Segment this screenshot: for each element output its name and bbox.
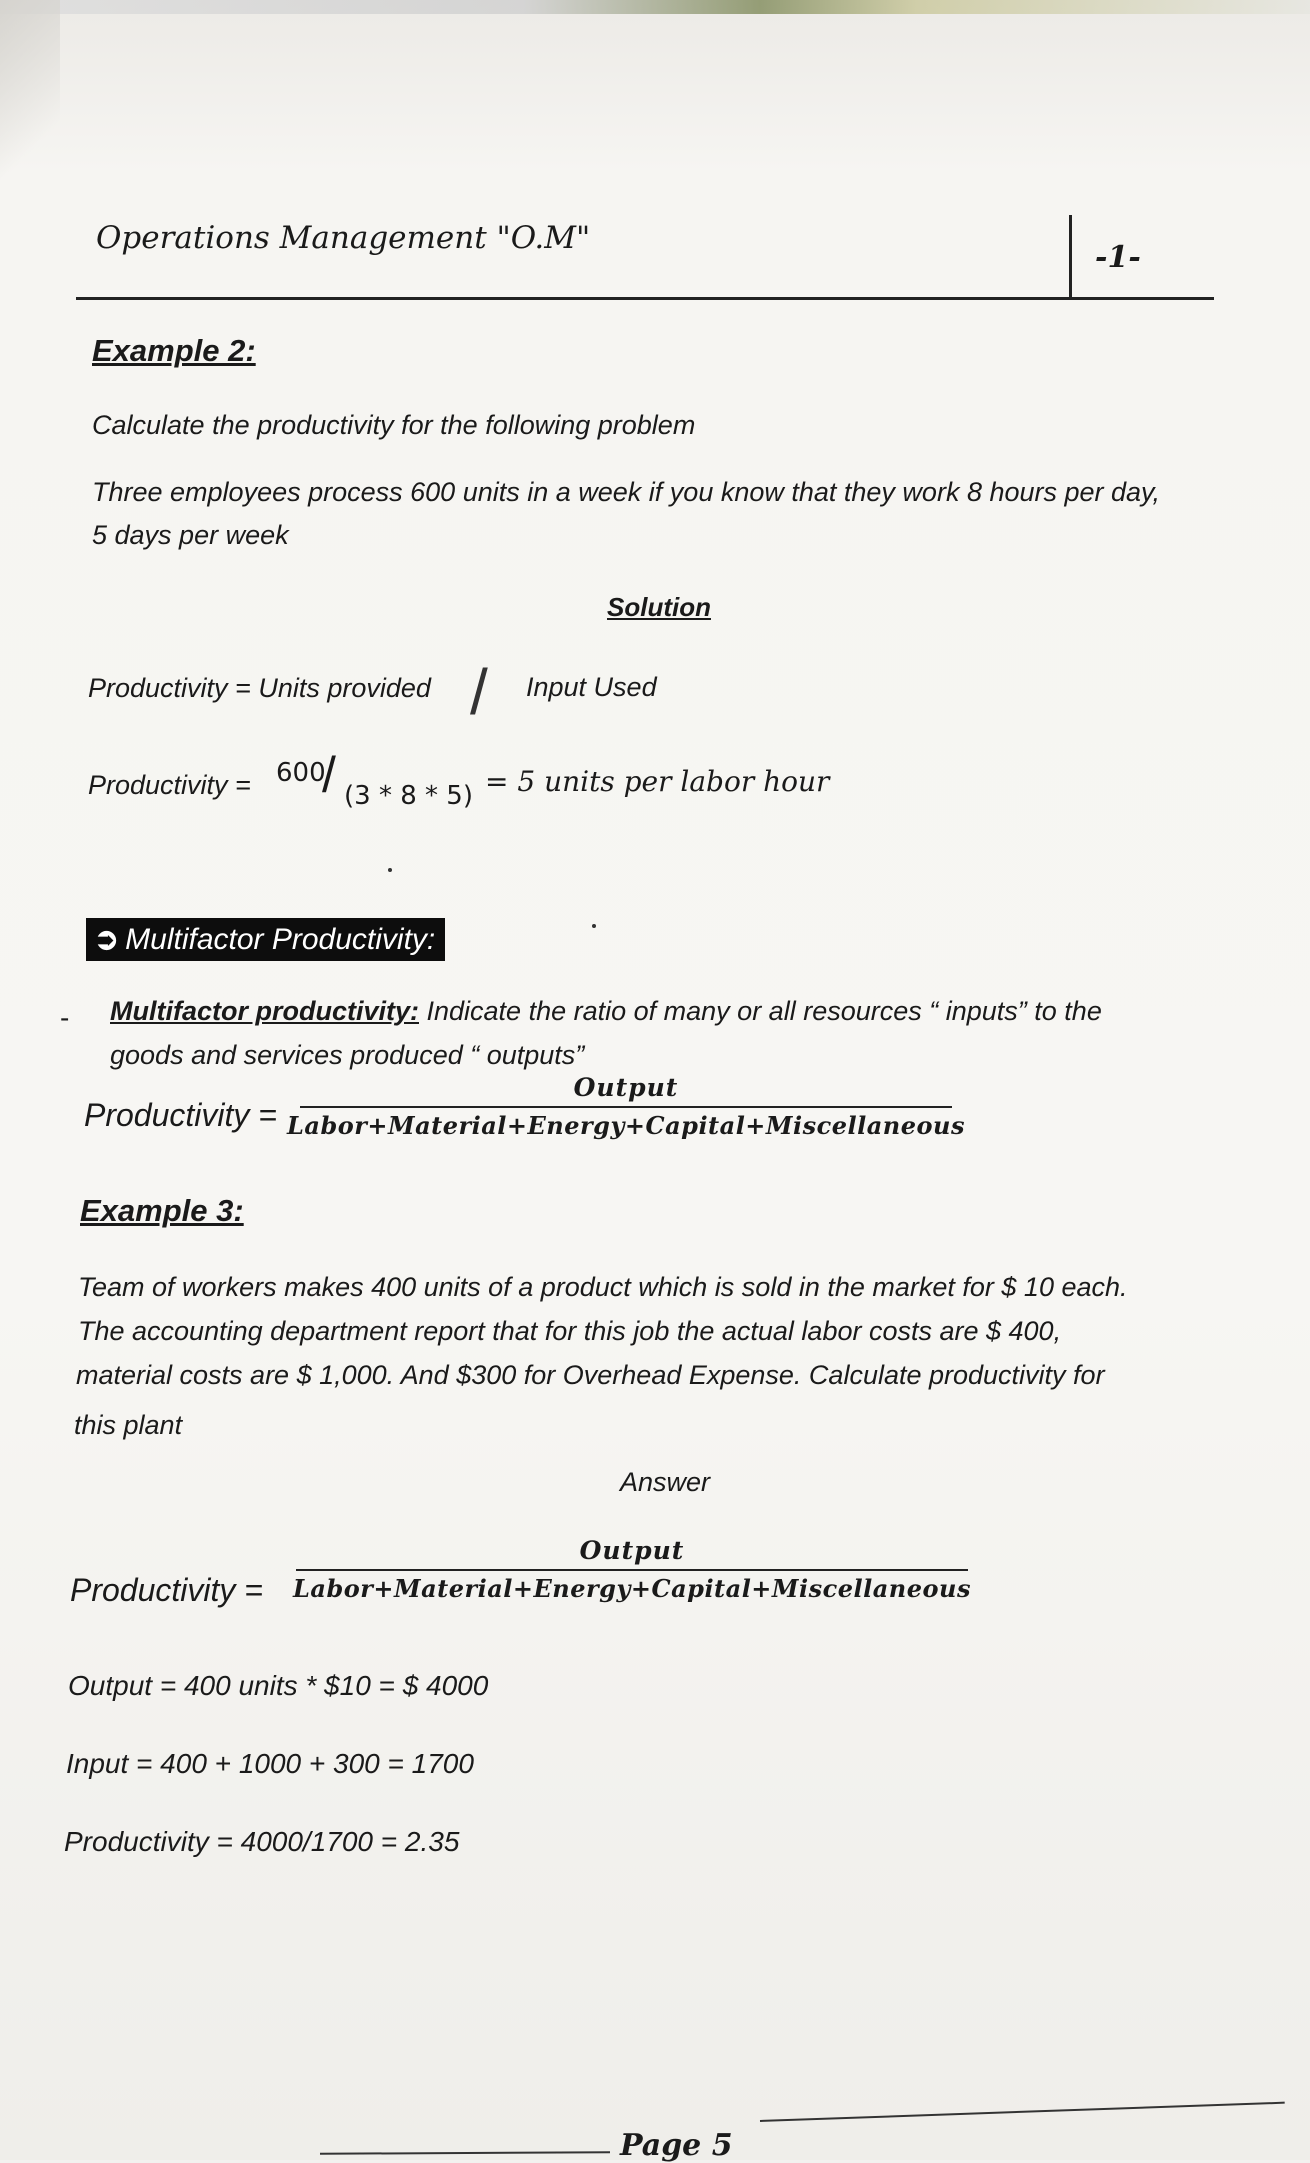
- example3-productivity-line: Productivity = 4000/1700 = 2.35: [64, 1826, 460, 1857]
- example2-calc-label: Productivity =: [88, 770, 251, 800]
- example3-line1: Team of workers makes 400 units of a product which is sold in the market for $ 10 each.: [78, 1272, 1128, 1302]
- footer-rule-left: [320, 2151, 610, 2155]
- header-divider: [1069, 215, 1072, 299]
- header-page-mark: -1-: [1095, 240, 1141, 275]
- speck: [592, 924, 596, 928]
- example2-calc-denominator: (3 * 8 * 5): [344, 781, 473, 811]
- photo-edge-shadow: [0, 0, 1310, 14]
- example2-formula-right: Input Used: [526, 672, 657, 702]
- example3-output-line: Output = 400 units * $10 = $ 4000: [68, 1670, 489, 1701]
- example2-formula-left: Productivity = Units provided: [88, 673, 431, 703]
- fraction-bar: [296, 1569, 968, 1571]
- example2-heading: Example 2:: [92, 333, 256, 368]
- arrow-icon: ➲: [94, 923, 120, 956]
- bullet-dash: -: [60, 1002, 70, 1033]
- multifactor-banner-text: Multifactor Productivity:: [125, 923, 436, 956]
- multifactor-formula-denominator: Labor+Material+Energy+Capital+Miscellaneous: [287, 1111, 965, 1140]
- example3-formula-numerator: Output: [579, 1536, 685, 1565]
- page-corner-shadow: [0, 0, 60, 200]
- multifactor-definition-line2: goods and services produced “ outputs”: [110, 1040, 585, 1070]
- example3-formula-label: Productivity =: [70, 1572, 263, 1608]
- speck: [388, 868, 392, 872]
- footer-rule-right: [760, 2102, 1285, 2122]
- header-title: Operations Management "O.M": [96, 220, 591, 256]
- example3-formula-fraction: [293, 1536, 971, 1603]
- multifactor-definition-text: Indicate the ratio of many or all resources “ inputs” to the: [419, 996, 1102, 1026]
- multifactor-term: Multifactor productivity:: [110, 996, 419, 1026]
- multifactor-formula-fraction: [287, 1073, 965, 1140]
- example3-line2: The accounting department report that for this job the actual labor costs are $ 400,: [78, 1316, 1062, 1346]
- multifactor-banner: [86, 918, 445, 961]
- multifactor-formula-label: Productivity =: [84, 1097, 277, 1133]
- example3-heading: Example 3:: [80, 1193, 244, 1228]
- example2-formula-slash: /: [470, 656, 488, 728]
- example2-calc-numerator: 600: [276, 758, 326, 788]
- example3-answer-label: Answer: [620, 1467, 711, 1497]
- example2-solution-label: Solution: [607, 592, 711, 622]
- fraction-bar: [300, 1106, 952, 1108]
- header-rule: [76, 297, 1214, 300]
- multifactor-definition-line1: [110, 996, 1102, 1027]
- example2-intro: Calculate the productivity for the following problem: [92, 410, 696, 440]
- example3-formula-denominator: Labor+Material+Energy+Capital+Miscellaneous: [293, 1574, 971, 1603]
- multifactor-formula-numerator: Output: [573, 1073, 679, 1102]
- example2-problem-line2: 5 days per week: [92, 520, 289, 550]
- footer-page-label: Page 5: [620, 2128, 733, 2163]
- example3-line4: this plant: [74, 1410, 183, 1440]
- example2-problem-line1: Three employees process 600 units in a week if you know that they work 8 hours per day,: [92, 477, 1161, 507]
- example2-calc-result: = 5 units per labor hour: [485, 765, 830, 798]
- example3-line3: material costs are $ 1,000. And $300 for Overhead Expense. Calculate productivity for: [76, 1360, 1105, 1390]
- example3-input-line: Input = 400 + 1000 + 300 = 1700: [66, 1748, 474, 1779]
- example2-calc-slash: /: [322, 747, 336, 803]
